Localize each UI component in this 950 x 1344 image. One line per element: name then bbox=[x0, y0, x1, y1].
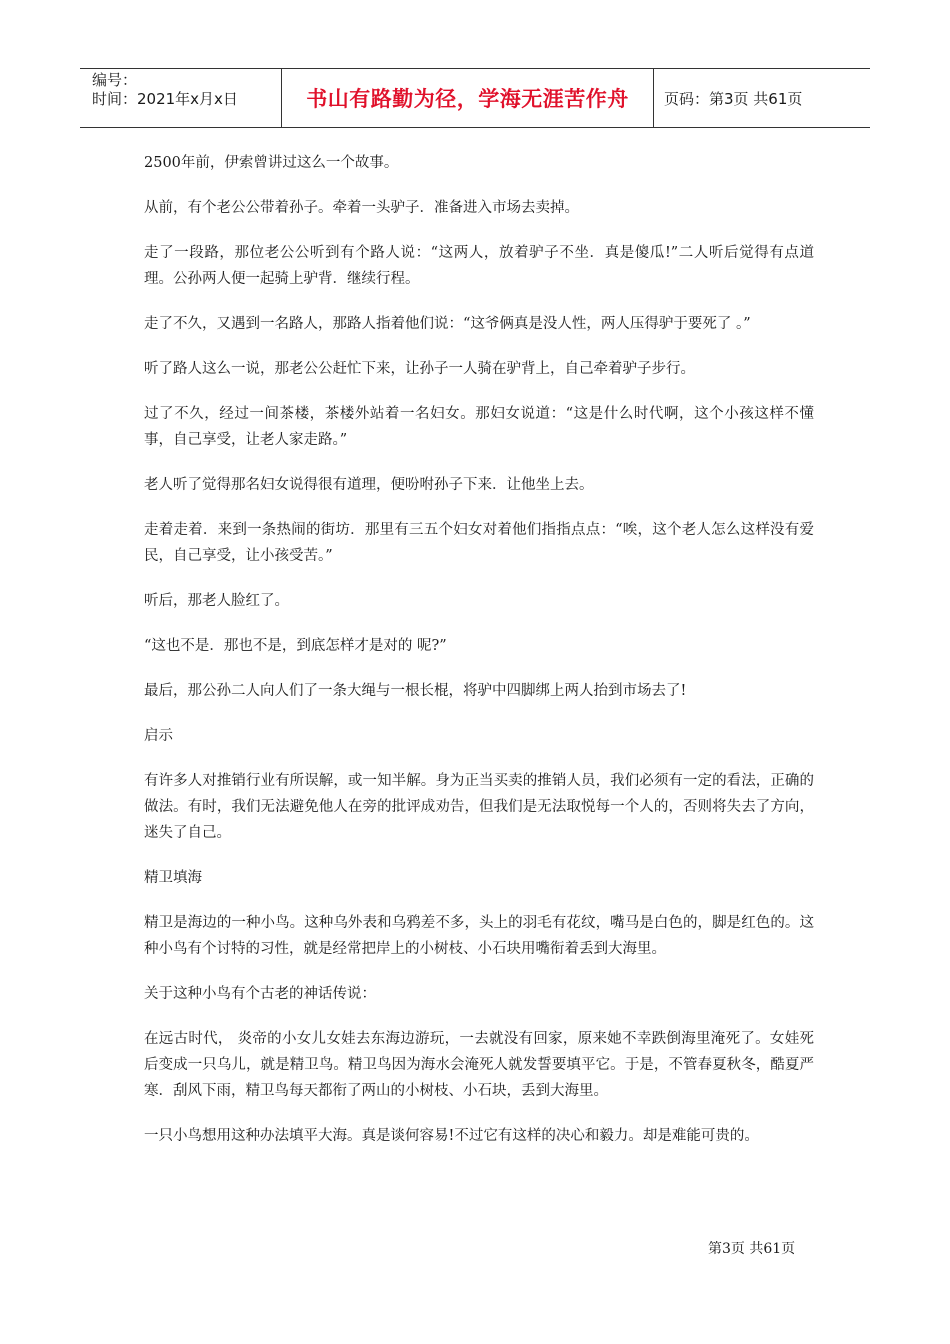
paragraph: 听后，那老人脸红了。 bbox=[144, 593, 289, 609]
paragraph: 听了路人这么一说，那老公公赶忙下来，让孙子一人骑在驴背上，自己牵着驴子步行。 bbox=[144, 361, 695, 377]
paragraph: “这也不是．那也不是，到底怎样才是对的 呢?” bbox=[144, 638, 447, 654]
paragraph: 过了不久，经过一间茶楼，茶楼外站着一名妇女。那妇女说道：“这是什么时代啊，这个小孩这样不懂事，自己享受，让老人家走路。” bbox=[144, 406, 814, 448]
paragraph: 有许多人对推销行业有所误解，或一知半解。身为正当买卖的推销人员，我们必须有一定的看法，正确的做法。有时，我们无法避免他人在旁的批评成劝告，但我们是无法取悦每一个人的，否则将失去了方向，迷失了自己。 bbox=[144, 773, 814, 841]
paragraph: 从前，有个老公公带着孙子。牵着一头驴子．准备进入市场去卖掉。 bbox=[144, 200, 579, 216]
header-meta bbox=[80, 69, 282, 127]
paragraph: 老人听了觉得那名妇女说得很有道理，便吩咐孙子下来．让他坐上去。 bbox=[144, 477, 594, 493]
paragraph: 关于这种小鸟有个古老的神话传说： bbox=[144, 986, 376, 1002]
motto: 书山有路勤为径，学海无涯苦作舟 bbox=[282, 69, 654, 127]
time-label: 时间：2021年x月x日 bbox=[92, 90, 238, 108]
paragraph: 走了一段路，那位老公公听到有个路人说：“这两人，放着驴子不坐．真是傻瓜!”二人听后觉得有点道理。公孙两人便一起骑上驴背．继续行程。 bbox=[144, 245, 814, 287]
paragraph: 一只小鸟想用这种办法填平大海。真是谈何容易!不过它有这样的决心和毅力。却是难能可贵的。 bbox=[144, 1128, 759, 1144]
number-label: 编号： bbox=[92, 71, 138, 89]
page-footer: 第3页 共61页 bbox=[708, 1241, 796, 1257]
paragraph: 在远古时代， 炎帝的小女儿女娃去东海边游玩，一去就没有回家，原来她不幸跌倒海里淹死了。女娃死后变成一只乌儿，就是精卫鸟。精卫鸟因为海水会淹死人就发誓要填平它。于是，不管春夏秋冬，酷夏严寒．刮风下雨，精卫鸟每天都衔了两山的小树枝、小石块，丢到大海里。 bbox=[144, 1031, 814, 1099]
paragraph: 走着走着．来到一条热闹的街坊．那里有三五个妇女对着他们指指点点：“唉，这个老人怎么这样没有爱民，自己享受，让小孩受苦。” bbox=[144, 522, 814, 564]
paragraph: 2500年前，伊索曾讲过这么一个故事。 bbox=[144, 155, 399, 171]
paragraph: 走了不久，又遇到一名路人，那路人指着他们说：“这爷俩真是没人性，两人压得驴于要死了 。” bbox=[144, 316, 751, 332]
paragraph: 最后，那公孙二人向人们了一条大绳与一根长棍，将驴中四脚绑上两人抬到市场去了! bbox=[144, 683, 687, 699]
page-header bbox=[80, 68, 870, 128]
section-heading: 启示 bbox=[144, 728, 173, 744]
section-heading: 精卫填海 bbox=[144, 870, 202, 886]
document-body bbox=[144, 150, 814, 1168]
page-label: 页码：第3页 共61页 bbox=[664, 89, 803, 108]
paragraph: 精卫是海边的一种小鸟。这种乌外表和乌鸦差不多，头上的羽毛有花纹，嘴马是白色的，脚是红色的。这种小鸟有个讨特的习性，就是经常把岸上的小树枝、小石块用嘴衔着丢到大海里。 bbox=[144, 915, 814, 957]
